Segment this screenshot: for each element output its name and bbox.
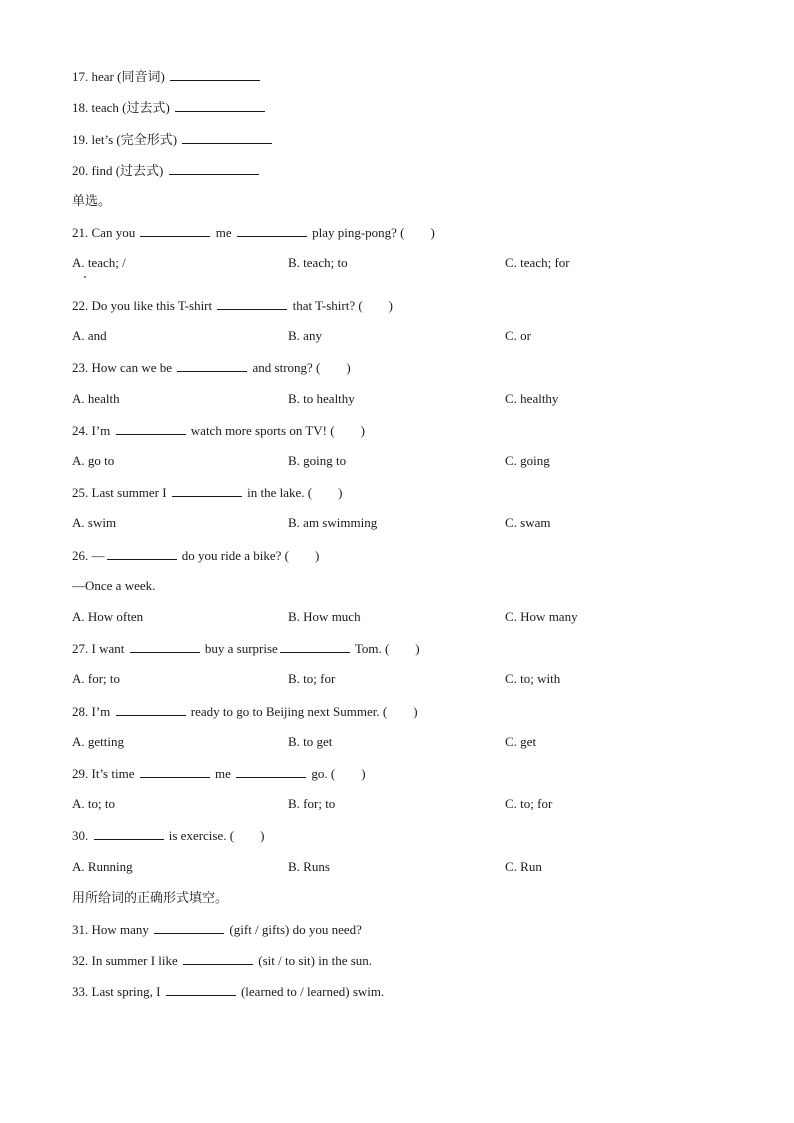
answer-blank[interactable] (154, 921, 224, 934)
answer-paren[interactable]: ) (388, 298, 394, 313)
answer-blank[interactable] (169, 162, 259, 175)
answer-blank[interactable] (172, 484, 242, 497)
question-text: 25. Last summer I (72, 485, 167, 500)
question-24 (72, 422, 365, 439)
question-29 (72, 765, 366, 782)
question-23 (72, 359, 351, 376)
question-text: watch more sports on TV! ( (190, 423, 335, 438)
answer-blank[interactable] (130, 640, 200, 653)
question-19 (72, 131, 274, 148)
answer-paren[interactable]: ) (413, 704, 418, 719)
answer-paren[interactable]: ) (314, 548, 320, 563)
question-21 (72, 224, 435, 241)
section-title-single-choice: 单选。 (72, 193, 112, 208)
stray-dot (84, 276, 86, 278)
answer-blank[interactable] (236, 765, 306, 778)
answer-blank[interactable] (177, 359, 247, 372)
answer-paren[interactable]: ) (415, 641, 420, 656)
option-c[interactable]: C. teach; for (505, 255, 570, 270)
question-text: (learned to / learned) swim. (240, 984, 385, 999)
question-text: (gift / gifts) do you need? (229, 922, 362, 937)
answer-blank[interactable] (175, 99, 265, 112)
option-c[interactable]: C. to; for (505, 796, 553, 811)
answer-blank[interactable] (94, 827, 164, 840)
question-33 (72, 983, 384, 1000)
question-text: play ping-pong? ( (312, 225, 405, 240)
option-c[interactable]: C. to; with (505, 671, 561, 686)
answer-paren[interactable]: ) (360, 423, 365, 438)
question-20-text: 20. find (过去式) (72, 163, 164, 178)
option-a[interactable]: A. health (72, 391, 120, 406)
question-text: 30. (72, 828, 89, 843)
question-28 (72, 703, 418, 720)
question-text: 31. How many (72, 922, 149, 937)
answer-paren[interactable]: ) (260, 828, 265, 843)
question-text: 26. — (72, 548, 105, 563)
option-a[interactable]: A. swim (72, 515, 117, 530)
answer-blank[interactable] (116, 422, 186, 435)
question-text: me (214, 766, 231, 781)
section-title-fill-blank: 用所给词的正确形式填空。 (72, 890, 229, 905)
question-text: buy a surprise (204, 641, 278, 656)
question-text: Tom. ( (354, 641, 390, 656)
question-text: 27. I want (72, 641, 125, 656)
answer-blank[interactable] (183, 952, 253, 965)
answer-paren[interactable]: ) (430, 225, 435, 240)
question-text: 28. I’m (72, 704, 111, 719)
option-c[interactable]: C. going (505, 453, 550, 468)
option-b[interactable]: B. Runs (288, 859, 330, 874)
option-b[interactable]: B. going to (288, 453, 347, 468)
option-a[interactable]: A. Running (72, 859, 133, 874)
question-text: that T-shirt? ( (292, 298, 363, 313)
question-32 (72, 952, 372, 969)
option-c[interactable]: C. How many (505, 609, 578, 624)
question-27 (72, 640, 420, 657)
option-b[interactable]: B. How much (288, 609, 361, 624)
question-17 (72, 68, 262, 85)
question-text: me (215, 225, 232, 240)
option-c[interactable]: C. swam (505, 515, 551, 530)
question-30 (72, 827, 264, 844)
question-text: 21. Can you (72, 225, 136, 240)
question-text: 29. It’s time (72, 766, 135, 781)
question-text: in the lake. ( (247, 485, 313, 500)
question-text: 33. Last spring, I (72, 984, 161, 999)
option-a[interactable]: A. teach; / (72, 255, 126, 270)
question-25 (72, 484, 342, 501)
option-a[interactable]: A. to; to (72, 796, 115, 811)
answer-blank[interactable] (166, 983, 236, 996)
question-text: 24. I’m (72, 423, 111, 438)
answer-blank[interactable] (237, 224, 307, 237)
option-c[interactable]: C. get (505, 734, 537, 749)
option-a[interactable]: A. getting (72, 734, 124, 749)
answer-paren[interactable]: ) (361, 766, 366, 781)
question-text: do you ride a bike? ( (181, 548, 289, 563)
answer-blank[interactable] (170, 68, 260, 81)
option-a[interactable]: A. go to (72, 453, 115, 468)
question-text: 22. Do you like this T-shirt (72, 298, 213, 313)
question-20 (72, 162, 261, 179)
answer-paren[interactable]: ) (338, 485, 343, 500)
question-26 (72, 547, 319, 564)
question-31 (72, 921, 362, 938)
answer-blank[interactable] (182, 131, 272, 144)
option-b[interactable]: B. to healthy (288, 391, 355, 406)
question-18 (72, 99, 267, 116)
option-b[interactable]: B. to; for (288, 671, 336, 686)
answer-blank[interactable] (217, 297, 287, 310)
question-17-text: 17. hear (同音词) (72, 69, 165, 84)
answer-blank[interactable] (107, 547, 177, 560)
answer-blank[interactable] (140, 224, 210, 237)
option-a[interactable]: A. and (72, 328, 107, 343)
answer-blank[interactable] (116, 703, 186, 716)
option-c[interactable]: C. or (505, 328, 531, 343)
option-b[interactable]: B. teach; to (288, 255, 348, 270)
dialogue-answer: —Once a week. (72, 578, 156, 593)
option-b[interactable]: B. to get (288, 734, 333, 749)
answer-blank[interactable] (280, 640, 350, 653)
option-c[interactable]: C. healthy (505, 391, 559, 406)
answer-paren[interactable]: ) (346, 360, 351, 375)
question-text: 32. In summer I like (72, 953, 178, 968)
answer-blank[interactable] (140, 765, 210, 778)
option-a[interactable]: A. How often (72, 609, 144, 624)
question-text: 23. How can we be (72, 360, 172, 375)
question-text: ready to go to Beijing next Summer. ( (190, 704, 388, 719)
question-text: go. ( (311, 766, 336, 781)
option-b[interactable]: B. for; to (288, 796, 336, 811)
question-19-text: 19. let’s (完全形式) (72, 132, 178, 147)
question-text: (sit / to sit) in the sun. (258, 953, 373, 968)
option-c[interactable]: C. Run (505, 859, 542, 874)
option-b[interactable]: B. any (288, 328, 322, 343)
option-a[interactable]: A. for; to (72, 671, 121, 686)
question-text: is exercise. ( (168, 828, 235, 843)
question-18-text: 18. teach (过去式) (72, 100, 170, 115)
question-text: and strong? ( (252, 360, 321, 375)
option-b[interactable]: B. am swimming (288, 515, 378, 530)
question-22 (72, 297, 393, 314)
